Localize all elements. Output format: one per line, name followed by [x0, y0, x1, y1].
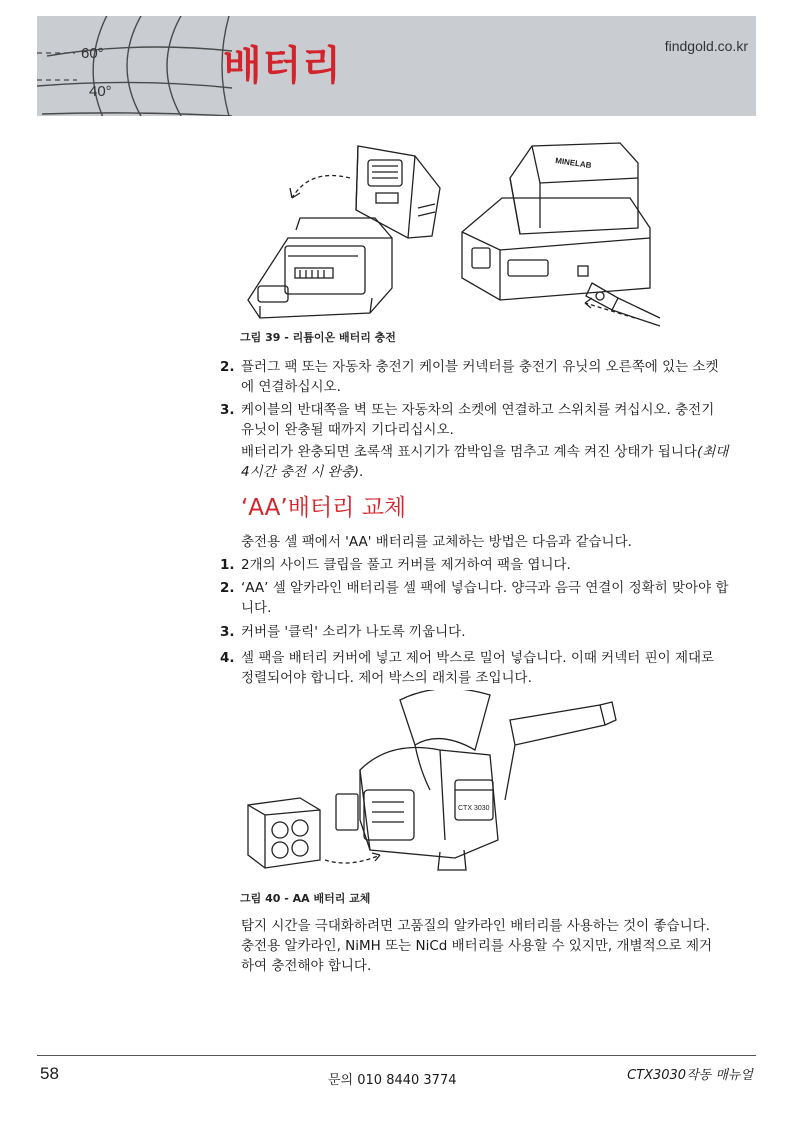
- step-text: 플러그 팩 또는 자동차 충전기 케이블 커넥터를 충전기 유닛의 오른쪽에 있는 소켓에 연결하십시오.: [241, 359, 719, 395]
- step-number: 3.: [220, 624, 235, 640]
- step-text: 케이블의 반대쪽을 벽 또는 자동차의 소켓에 연결하고 스위치를 켜십시오. 충전기 유닛이 완충될 때까지 기다리십시오.: [241, 402, 715, 438]
- step-item: [220, 648, 730, 688]
- section-intro: 충전용 셀 팩에서 'AA' 배터리를 교체하는 방법은 다음과 같습니다.: [241, 534, 632, 550]
- page-number: 58: [40, 1064, 59, 1083]
- step-item: [220, 357, 730, 397]
- charge-note-italic: (최대 4시간 충전 시 완충): [241, 444, 729, 480]
- globe-label-60: 60°: [81, 45, 104, 62]
- charge-note: [241, 442, 731, 482]
- step-number: 1.: [220, 557, 235, 573]
- device-brand-label: MINELAB: [554, 156, 593, 171]
- page-title: 배터리: [223, 43, 342, 89]
- step-number: 4.: [220, 650, 235, 666]
- step-item: [220, 400, 730, 440]
- aa-battery-replacement-illustration: [240, 690, 720, 880]
- figure-39-caption: 그림 39 - 리튬이온 배터리 충전: [240, 331, 396, 344]
- globe-label-40: 40°: [89, 83, 112, 100]
- step-number: 2.: [220, 580, 235, 596]
- section-title: ‘AA’배터리 교체: [241, 495, 407, 521]
- site-url: findgold.co.kr: [664, 38, 748, 54]
- globe-graphic-icon: [37, 16, 237, 116]
- page-header: [37, 16, 756, 116]
- step-text: 2개의 사이드 클립을 풀고 커버를 제거하여 팩을 엽니다.: [241, 557, 571, 573]
- manual-title: CTX3030작동 매뉴얼: [627, 1068, 753, 1083]
- footer-divider: [37, 1055, 756, 1056]
- step-text: 커버를 '클릭' 소리가 나도록 끼웁니다.: [241, 624, 466, 640]
- battery-charging-illustration: [240, 138, 680, 330]
- contact-info: 문의 010 8440 3774: [328, 1073, 457, 1088]
- step-number: 2.: [220, 359, 235, 375]
- closing-paragraph: 탐지 시간을 극대화하려면 고품질의 알카라인 배터리를 사용하는 것이 좋습니다. 충전용 알카라인, NiMH 또는 NiCd 배터리를 사용할 수 있지만, 개별적으로 제거하여 충전해야 합니다.: [241, 918, 713, 974]
- step-item: [220, 555, 730, 575]
- charge-note-text: 배터리가 완충되면 초록색 표시기가 깜박임을 멈추고 계속 켜진 상태가 됩니다: [241, 444, 697, 460]
- step-text: ‘AA’ 셀 알카라인 배터리를 셀 팩에 넣습니다. 양극과 음극 연결이 정확히 맞아야 합니다.: [241, 580, 729, 616]
- step-item: [220, 622, 730, 642]
- figure-40-caption: 그림 40 - AA 배터리 교체: [240, 892, 371, 905]
- charge-note-end: .: [359, 464, 364, 480]
- step-item: [220, 578, 730, 618]
- step-text: 셀 팩을 배터리 커버에 넣고 제어 박스로 밀어 넣습니다. 이때 커넥터 핀이 제대로 정렬되어야 합니다. 제어 박스의 래치를 조입니다.: [241, 650, 715, 686]
- device-model-label: CTX 3030: [458, 805, 490, 812]
- step-number: 3.: [220, 402, 235, 418]
